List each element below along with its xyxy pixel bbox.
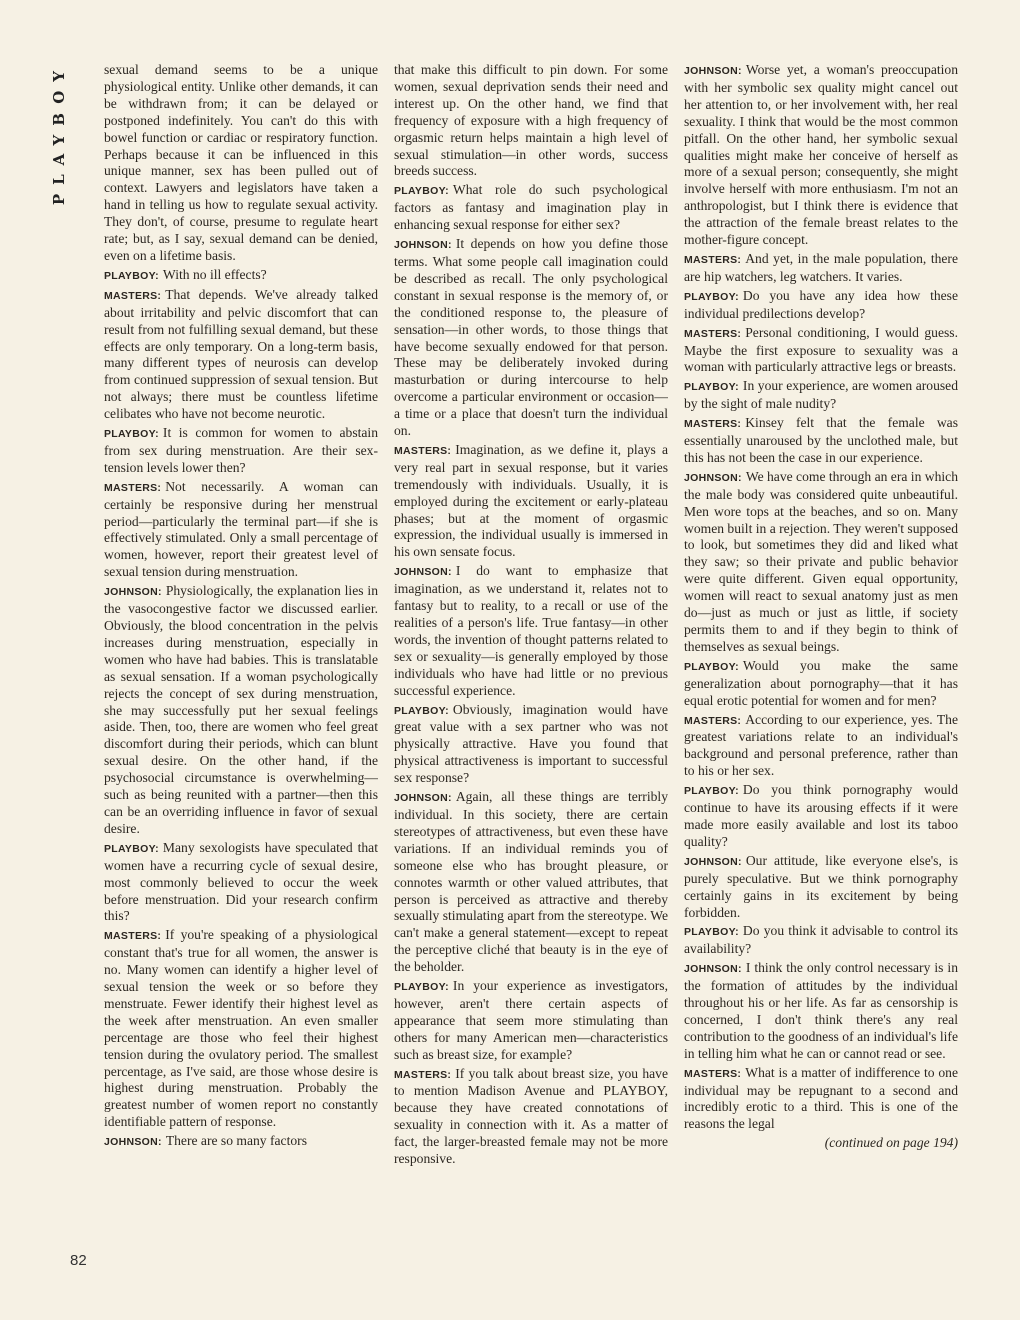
paragraph-text: We have come through an era in which the male body was considered quite unbeautiful. Men wore tops at the beaches, and so on. Many women built in a rejection. They weren't supposed to look, but sometimes they did and liked what they saw; so their private and public behavior were quite different. Given equal opportunity, women will react to sexual anatomy just as men do—just as much or just as little, if society permits them to and if they begin to think of themselves as sexual beings.	[684, 468, 958, 654]
interview-paragraph	[394, 789, 668, 976]
paragraph-text: sexual demand seems to be a unique physiological entity. Unlike other demands, it can be withdrawn from; it can be delayed or postponed indefinitely. You can't do this with bowel function or cardiac or respiratory function. Perhaps because it can be influenced in this unique manner, sex has been pulled out of context. Lawyers and legislators have taken a hand in telling us how to regulate sexual activity. They don't, of course, presume to regulate heart rate; but, as I say, sexual demand can be denied, even on a lifetime basis.	[104, 62, 378, 263]
speaker-label: PLAYBOY:	[104, 428, 159, 441]
paragraph-text: With no ill effects?	[162, 266, 267, 282]
interview-paragraph	[394, 236, 668, 440]
speaker-label: MASTERS:	[684, 327, 742, 340]
speaker-label: JOHNSON:	[394, 792, 452, 805]
interview-paragraph	[104, 927, 378, 1131]
speaker-label: PLAYBOY:	[104, 842, 159, 855]
paragraph-text: According to our experience, yes. The greatest variations relate to an individual's background and personal preference, rather than to his or her sex.	[684, 711, 958, 779]
speaker-label: PLAYBOY:	[684, 381, 739, 394]
interview-paragraph	[394, 442, 668, 561]
interview-paragraph	[684, 658, 958, 710]
interview-paragraph	[394, 1066, 668, 1168]
paragraph-text: It depends on how you define those terms. What some people call imagination could be described as recall. The only psychological constant in sexual response is the memory of, or the conditioned response to, the pleasure of sensation—in other words, to those things that have become sexually endowed for that person. These may be deliberately invoked during masturbation or during intercourse to help overcome a particular environment or occasion—a time or a place that doesn't turn the individual on.	[394, 236, 668, 439]
paragraph-text: If you talk about breast size, you have to mention Madison Avenue and PLAYBOY, because they have created connotations of sexuality in connection with it. As a matter of fact, the larger-breasted female may not be more responsive.	[394, 1065, 668, 1167]
paragraph-text: What role do such psychological factors as fantasy and imagination play in enhancing sexual response for either sex?	[394, 182, 668, 233]
paragraph-text: Our attitude, like everyone else's, is purely speculative. But we think pornography certainly gains in its excitement by being forbidden.	[684, 852, 958, 920]
speaker-label: JOHNSON:	[394, 566, 452, 579]
speaker-label: PLAYBOY:	[394, 185, 449, 198]
paragraph-text: That depends. We've already talked about irritability and pelvic discomfort that can result from not fulfilling sexual demand, but these effects are only temporary. On a long-term basis, many different types of neurosis can develop from continued suppression of sexual tension. But not always; there must be countless lifetime celibates who have not become neurotic.	[104, 286, 378, 422]
article-column-3	[684, 62, 958, 1272]
speaker-label: JOHNSON:	[394, 239, 452, 252]
speaker-label: MASTERS:	[684, 418, 742, 431]
interview-paragraph	[684, 288, 958, 323]
article-column-1	[104, 62, 378, 1272]
paragraph-text: Many sexologists have speculated that women have a recurring cycle of sexual desire, most commonly believed to occur the week before menstruation. Did your research confirm this?	[104, 839, 378, 924]
interview-paragraph	[394, 702, 668, 788]
interview-paragraph	[684, 712, 958, 781]
speaker-label: MASTERS:	[394, 1068, 452, 1081]
paragraph-text: Worse yet, a woman's preoccupation with her symbolic sex quality might cancel out her attention to, or her involvement with, her real sexuality. I think that would be the most common pitfall. On the other hand, her symbolic sexual qualities might make her conceive of herself as more of a sexual person; consequently, she might involve herself with more enthusiasm. I'm not an anthropologist, but I think there is evidence that the attraction of the female breast relates to the mother-figure concept.	[684, 62, 958, 248]
speaker-label: PLAYBOY:	[684, 290, 739, 303]
interview-paragraph	[684, 62, 958, 249]
interview-paragraph	[394, 182, 668, 234]
speaker-label: MASTERS:	[684, 253, 742, 266]
paragraph-text: What is a matter of indifference to one individual may be repugnant to a second and incredibly erotic to a third. This is one of the reasons the legal	[684, 1064, 958, 1132]
paragraph-text: It is common for women to abstain from sex during menstruation. Are their sex-tension levels lower then?	[104, 425, 378, 475]
speaker-label: PLAYBOY:	[684, 926, 739, 939]
interview-paragraph	[684, 469, 958, 656]
paragraph-text: Do you have any idea how these individual predilections develop?	[684, 287, 958, 321]
paragraph-text: In your experience as investigators, however, aren't there certain aspects of appearance that seem more stimulating than others for many American men—characteristics such as breast size, for example?	[394, 978, 668, 1062]
paragraph-text: Obviously, imagination would have great value with a sex partner who was not physically attractive. Have you found that physical attractiveness is important to successful sex response?	[394, 701, 668, 786]
interview-paragraph	[394, 563, 668, 699]
speaker-label: JOHNSON:	[684, 963, 742, 976]
speaker-label: PLAYBOY:	[394, 981, 449, 994]
interview-paragraph	[104, 287, 378, 423]
speaker-label: JOHNSON:	[684, 65, 742, 77]
interview-paragraph	[684, 251, 958, 286]
interview-paragraph	[684, 960, 958, 1062]
article-column-2	[394, 62, 668, 1272]
paragraph-text: Imagination, as we define it, plays a very real part in sexual response, but it varies tremendously with individuals. Usually, it is employed during the excitement or early-plateau phases; but at the moment of orgasmic expression, the individual usually is immersed in his own sensate focus.	[394, 441, 668, 560]
paragraph-text: Kinsey felt that the female was essentially unaroused by the unclothed male, but this has not been the case in our experience.	[684, 415, 958, 465]
interview-paragraph	[394, 978, 668, 1064]
paragraph-text: In your experience, are women aroused by the sight of male nudity?	[684, 378, 958, 412]
interview-paragraph	[684, 325, 958, 377]
paragraph-text: And yet, in the male population, there are hip watchers, leg watchers. It varies.	[684, 250, 958, 284]
speaker-label: MASTERS:	[684, 1067, 742, 1080]
interview-paragraph	[684, 378, 958, 413]
paragraph-text: I do want to emphasize that imagination, as we understand it, relates not to fantasy but to reality, to a recall or use of the realities of a person's life. True fantasy—in other words, the invention of thought patterns related to sex or sexuality—is generally employed by those individuals who have had little or no previous successful experience.	[394, 563, 668, 698]
speaker-label: MASTERS:	[104, 930, 162, 943]
interview-paragraph	[684, 415, 958, 467]
paragraph-text: that make this difficult to pin down. For some women, sexual deprivation sends their need and interest up. On the other hand, we find that frequency of exposure with a high frequency of orgasmic return helps maintain a high level of sexual stimulation—in other words, success breeds success.	[394, 62, 668, 179]
magazine-masthead: PLAYBOY	[50, 62, 68, 206]
paragraph-text: I think the only control necessary is in the formation of attitudes by the individual throughout his or her life. As far as censorship is concerned, I don't think there's any real contribution to the goodness of an individual's life in telling him what he can or cannot read or see.	[684, 960, 958, 1061]
speaker-label: JOHNSON:	[104, 1136, 162, 1149]
speaker-label: PLAYBOY:	[104, 269, 159, 282]
paragraph-text: There are so many factors	[165, 1133, 307, 1149]
speaker-label: MASTERS:	[104, 481, 162, 494]
paragraph-text: Do you think pornography would continue to have its arousing effects if it were made more easily available and lost its taboo quality?	[684, 782, 958, 849]
continued-note: (continued on page 194)	[824, 1135, 958, 1151]
paragraph-text: Would you make the same generalization about pornography—that it has equal erotic potential for women and for men?	[684, 657, 958, 708]
interview-paragraph	[684, 853, 958, 922]
paragraph-text: If you're speaking of a physiological constant that's true for all women, the answer is no. Many women can identify a higher level of sexual tension the week or so before they menstruate. Fewer identify their highest level as the week after menstruation. An even smaller percentage are those who feel their highest tension during the ovulatory period. The smallest percentage, as I've said, are those whose desire is highest during menstruation. Probably the greatest number of women report no constantly identifiable pattern of response.	[104, 927, 378, 1130]
speaker-label: JOHNSON:	[104, 586, 162, 599]
page-number: 82	[70, 1252, 87, 1269]
speaker-label: PLAYBOY:	[684, 660, 739, 673]
paragraph-text: Personal conditioning, I would guess. Maybe the first exposure to sexuality was a woman with particularly attractive legs or breasts.	[684, 324, 958, 375]
speaker-label: PLAYBOY:	[684, 785, 739, 798]
interview-paragraph	[104, 425, 378, 477]
interview-paragraph	[104, 479, 378, 581]
speaker-label: JOHNSON:	[684, 471, 742, 484]
speaker-label: MASTERS:	[684, 714, 742, 727]
interview-paragraph	[104, 267, 378, 285]
interview-paragraph	[104, 583, 378, 838]
paragraph-text: Again, all these things are terribly individual. In this society, there are certain stereotypes of attractiveness, but even these have variations. If an individual reminds you of someone else who has brought pleasure, or connotes warmth or other valued attributes, that person is perceived as attractive and thereby sexually stimulating apart from the stereotype. We can't make a general statement—except to repeat the perceptive cliché that beauty is in the eye of the beholder.	[394, 789, 668, 975]
interview-paragraph	[684, 1065, 958, 1134]
speaker-label: MASTERS:	[394, 444, 452, 457]
paragraph-text: Do you think it advisable to control its availability?	[684, 923, 958, 957]
interview-paragraph	[684, 782, 958, 851]
interview-paragraph	[104, 1133, 378, 1151]
speaker-label: PLAYBOY:	[394, 704, 449, 717]
speaker-label: MASTERS:	[104, 289, 162, 302]
interview-paragraph	[684, 923, 958, 958]
paragraph-text: Physiologically, the explanation lies in the vasocongestive factor we discussed earlier. Obviously, the blood concentration in the pelvis increases during menstruation, especially in women who have had babies. This is translatable as sexual sensation. If a woman psychologically rejects the concept of sex during menstruation, she may successfully put her sexual feelings aside. Then, too, there are women who feel great discomfort during their periods, which can blunt sexual desire. On the other hand, if the psychosocial circumstance is overwhelming—such as being reunited with a partner—then this can be an overriding influence in favor of sexual desire.	[104, 583, 378, 836]
paragraph-text: Not necessarily. A woman can certainly be responsive during her menstrual period—particularly the terminal part—if she is effectively stimulated. Only a small percentage of women, however, report their greatest level of sexual tension during menstruation.	[104, 478, 378, 580]
interview-paragraph	[104, 62, 378, 265]
speaker-label: JOHNSON:	[684, 855, 742, 868]
interview-paragraph	[394, 62, 668, 180]
interview-paragraph	[104, 840, 378, 926]
